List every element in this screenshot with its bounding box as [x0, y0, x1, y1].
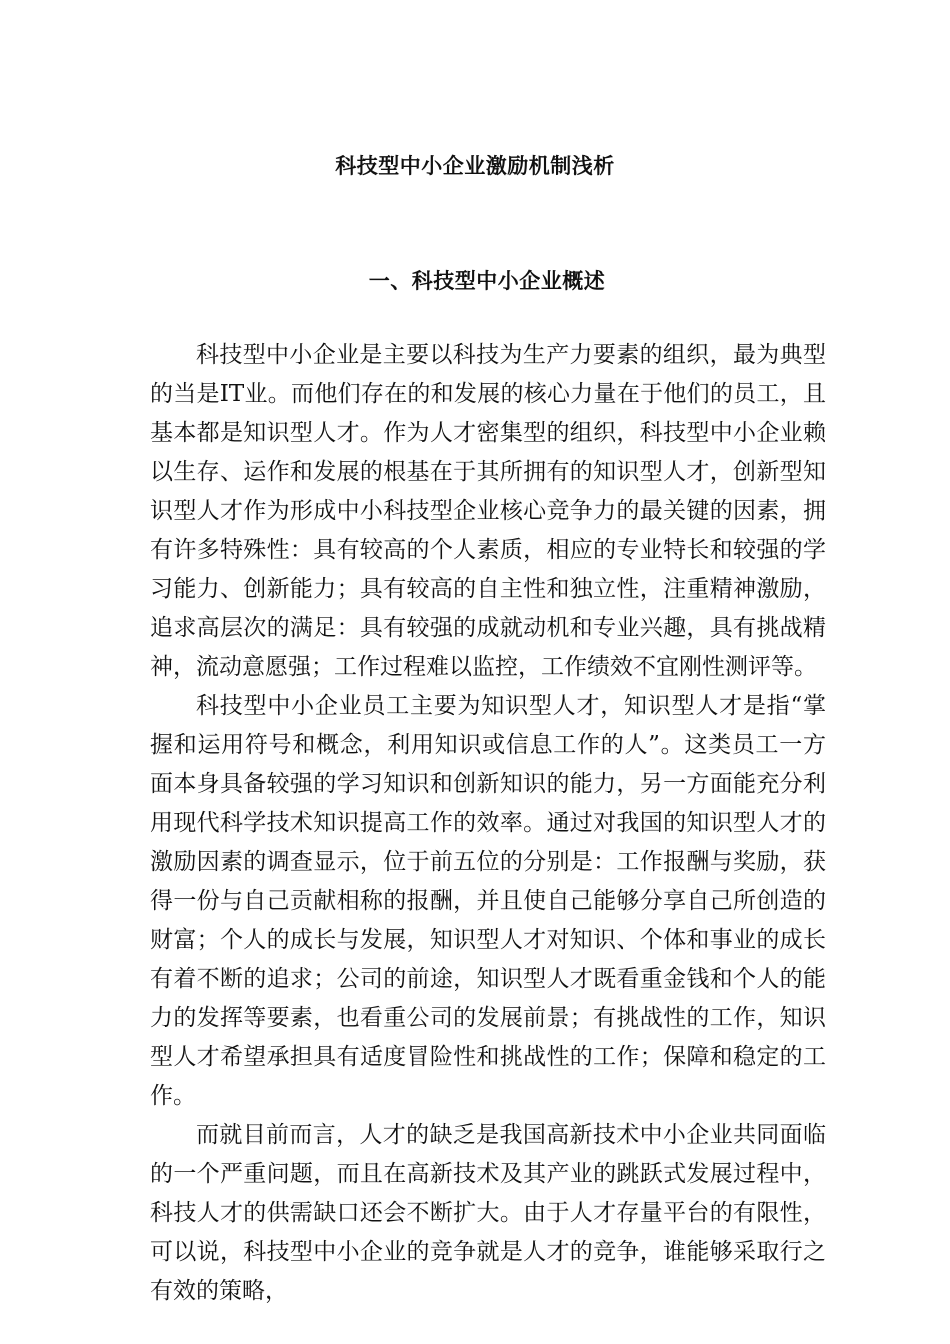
document-title: 科技型中小企业激励机制浅析	[335, 154, 615, 178]
paragraph: 科技型中小企业员工主要为知识型人才，知识型人才是指“掌握和运用符号和概念，利用知识或信息工作的人”。这类员工一方面本身具备较强的学习知识和创新知识的能力，另一方面能充分利用现代科学技术知识提高工作的效率。通过对我国的知识型人才的激励因素的调查显示，位于前五位的分别是：工作报酬与奖励，获得一份与自己贡献相称的报酬，并且使自己能够分享自己所创造的财富；个人的成长与发展，知识型人才对知识、个体和事业的成长有着不断的追求；公司的前途，知识型人才既看重金钱和个人的能力的发挥等要素，也看重公司的发展前景；有挑战性的工作，知识型人才希望承担具有适度冒险性和挑战性的工作；保障和稳定的工作。	[150, 693, 826, 1109]
paragraph: 而就目前而言，人才的缺乏是我国高新技术中小企业共同面临的一个严重问题，而且在高新技术及其产业的跳跃式发展过程中，科技人才的供需缺口还会不断扩大。由于人才存量平台的有限性，可以说，科技型中小企业的竞争就是人才的竞争，谁能够采取行之有效的策略，	[150, 1122, 826, 1304]
body-text	[150, 336, 826, 1311]
section-heading: 一、科技型中小企业概述	[368, 269, 606, 293]
paragraph: 科技型中小企业是主要以科技为生产力要素的组织，最为典型的当是IT业。而他们存在的和发展的核心力量在于他们的员工，且基本都是知识型人才。作为人才密集型的组织，科技型中小企业赖以生存、运作和发展的根基在于其所拥有的知识型人才，创新型知识型人才作为形成中小科技型企业核心竞争力的最关键的因素，拥有许多特殊性：具有较高的个人素质，相应的专业特长和较强的学习能力、创新能力；具有较高的自主性和独立性，注重精神激励，追求高层次的满足：具有较强的成就动机和专业兴趣，具有挑战精神，流动意愿强；工作过程难以监控，工作绩效不宜刚性测评等。	[150, 342, 826, 680]
